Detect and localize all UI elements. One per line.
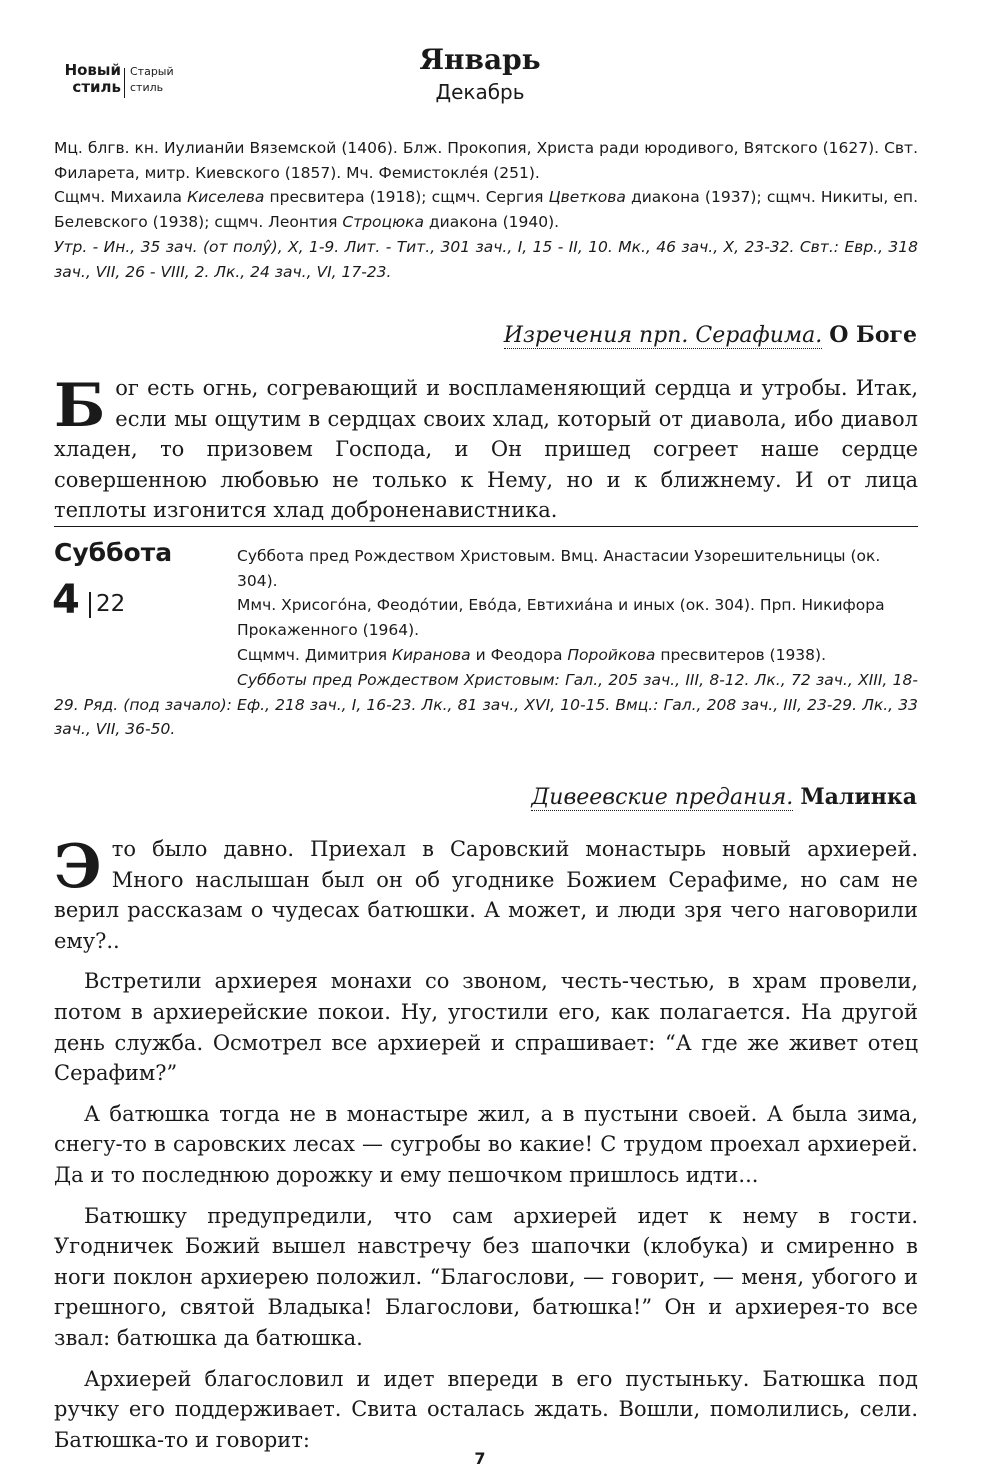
- surname: Строцюка: [342, 213, 424, 232]
- commemoration-line: Мц. блгв. кн. Иулианӣи Вяземской (1406). Блж. Прокопия, Христа ради юродивого, Вятского (1627). Свт. Филарета, митр. Киевского (1857). Мч. Фемистокле́я (251).: [54, 139, 918, 182]
- day-commemorations: [237, 544, 918, 668]
- scripture-readings: Утр. - Ин., 35 зач. (от полу̂), X, 1-9. Лит. - Тит., 301 зач., I, 15 - II, 10. Мк., 46 зач., X, 23-32. Свт.: Евр., 318 зач., VII, 26 - VIII, 2. Лк., 24 зач., VI, 17-23.: [54, 237, 918, 281]
- story-paragraph: Архиерей благословил и идет впереди в его пустыньку. Батюшка под ручку его поддерживает. Свита осталась ждать. Вошли, помолились, сели. Батюшка-то и говорит:: [54, 1366, 918, 1452]
- text-run: пресвитера (1918); сщмч. Сергия: [264, 188, 549, 207]
- story-paragraph: Встретили архиерея монахи со звоном, честь-честью, в храм провели, потом в архиерейские покои. Ну, угостили его, как полагается. На другой день служба. Осмотрел все архиерей и спрашивает: “А где же живет отец Серафим?”: [54, 969, 918, 1086]
- story-heading: [531, 783, 917, 812]
- old-style-label: Старый стиль: [130, 65, 174, 94]
- section-divider: [54, 526, 918, 527]
- commemoration-line: [237, 643, 918, 668]
- previous-day-commemorations: [54, 136, 918, 284]
- surname: Киселева: [187, 188, 265, 207]
- sermon-heading: [504, 321, 917, 350]
- drop-cap: Э: [54, 832, 102, 902]
- month-old-title: Декабрь: [435, 80, 525, 104]
- sermon-heading-source: Изречения прп. Серафима.: [503, 323, 823, 348]
- text-run: и Феодора: [470, 645, 568, 664]
- text-run: диакона (1937); сщмч. Никиты, еп. Белевского (1938); сщмч. Леонтия: [54, 188, 918, 232]
- story-paragraph: А батюшка тогда не в монастыре жил, а в пустыни своей. А была зима, снегу-то в саровских лесах — сугробы во какие! С трудом проехал архиерей. Да и то последнюю дорожку и ему пешочком пришлось идти...: [54, 1101, 918, 1187]
- page-number: 7: [474, 1449, 486, 1468]
- story-paragraph: Батюшку предупредили, что сам архиерей идет к нему в гости. Угодничек Божий вышел навстречу без шапочки (клобука) и смиренно в ноги поклон архиерею положил. “Благослови, — говорит, — меня, убогого и грешного, святой Владыка! Благослови, батюшка!” Он и архиерея-то все звал: батюшка да батюшка.: [54, 1203, 918, 1350]
- text-run: Сщммч. Димитрия: [237, 645, 392, 664]
- legend-divider: [124, 68, 125, 98]
- story-text: [54, 834, 918, 1465]
- surname: Киранова: [391, 645, 471, 664]
- commemoration-line: [54, 185, 918, 234]
- text-run: диакона (1940).: [424, 213, 560, 232]
- weekday-name: Суббота: [54, 538, 173, 567]
- drop-cap: Б: [54, 371, 106, 441]
- sermon-body: ог есть огнь, согревающий и воспламеняющий сердца и утробы. Итак, если мы ощутим в сердцах своих хлад, который от диавола, ибо диавол хладен, то призовем Господа, и Он пришед согреет наше сердце совершенною любовью не только к Нему, но и к ближнему. И от лица теплоты изгонится хлад доброненавистника.: [54, 376, 918, 523]
- month-new-title: Январь: [419, 43, 541, 76]
- old-style-day-number: 22: [96, 591, 126, 617]
- new-style-label: Новый стиль: [64, 61, 121, 96]
- story-heading-source: Дивеевские предания.: [531, 785, 794, 810]
- story-heading-title: Малинка: [800, 784, 917, 810]
- day-number: 4: [52, 577, 80, 623]
- story-paragraph-text: то было давно. Приехал в Саровский монастырь новый архиерей. Много наслышан был он об угоднике Божием Серафиме, но сам не верил рассказам о чудесах батюшки. А может, и люди зря чего наговорили ему?..: [54, 837, 918, 953]
- sermon-heading-topic: О Боге: [829, 322, 917, 348]
- commemoration-line: Суббота пред Рождеством Христовым. Вмц. Анастасии Узорешительницы (ок. 304).: [237, 547, 881, 590]
- surname: Поройкова: [567, 645, 656, 664]
- sermon-text: [54, 373, 918, 526]
- surname: Цветкова: [548, 188, 626, 207]
- story-paragraph: [54, 834, 918, 956]
- commemoration-line: Ммч. Хрисого́на, Феодо́тии, Ево́да, Евтихиа́на и иных (ок. 304). Прп. Никифора Прокаженного (1964).: [237, 596, 885, 640]
- text-run: пресвитеров (1938).: [655, 645, 827, 664]
- text-run: Сщмч. Михаила: [54, 188, 188, 207]
- day-scripture-readings: Субботы пред Рождеством Христовым: Гал., 205 зач., III, 8-12. Лк., 72 зач., XIII, 18-29. Ряд. (под зачало): Еф., 218 зач., I, 16-23. Лк., 81 зач., XVI, 10-15. Вмц.: Гал., 208 зач., III, 23-29. Лк., 33 зач., VII, 36-50.: [54, 671, 918, 739]
- date-divider: [89, 592, 91, 618]
